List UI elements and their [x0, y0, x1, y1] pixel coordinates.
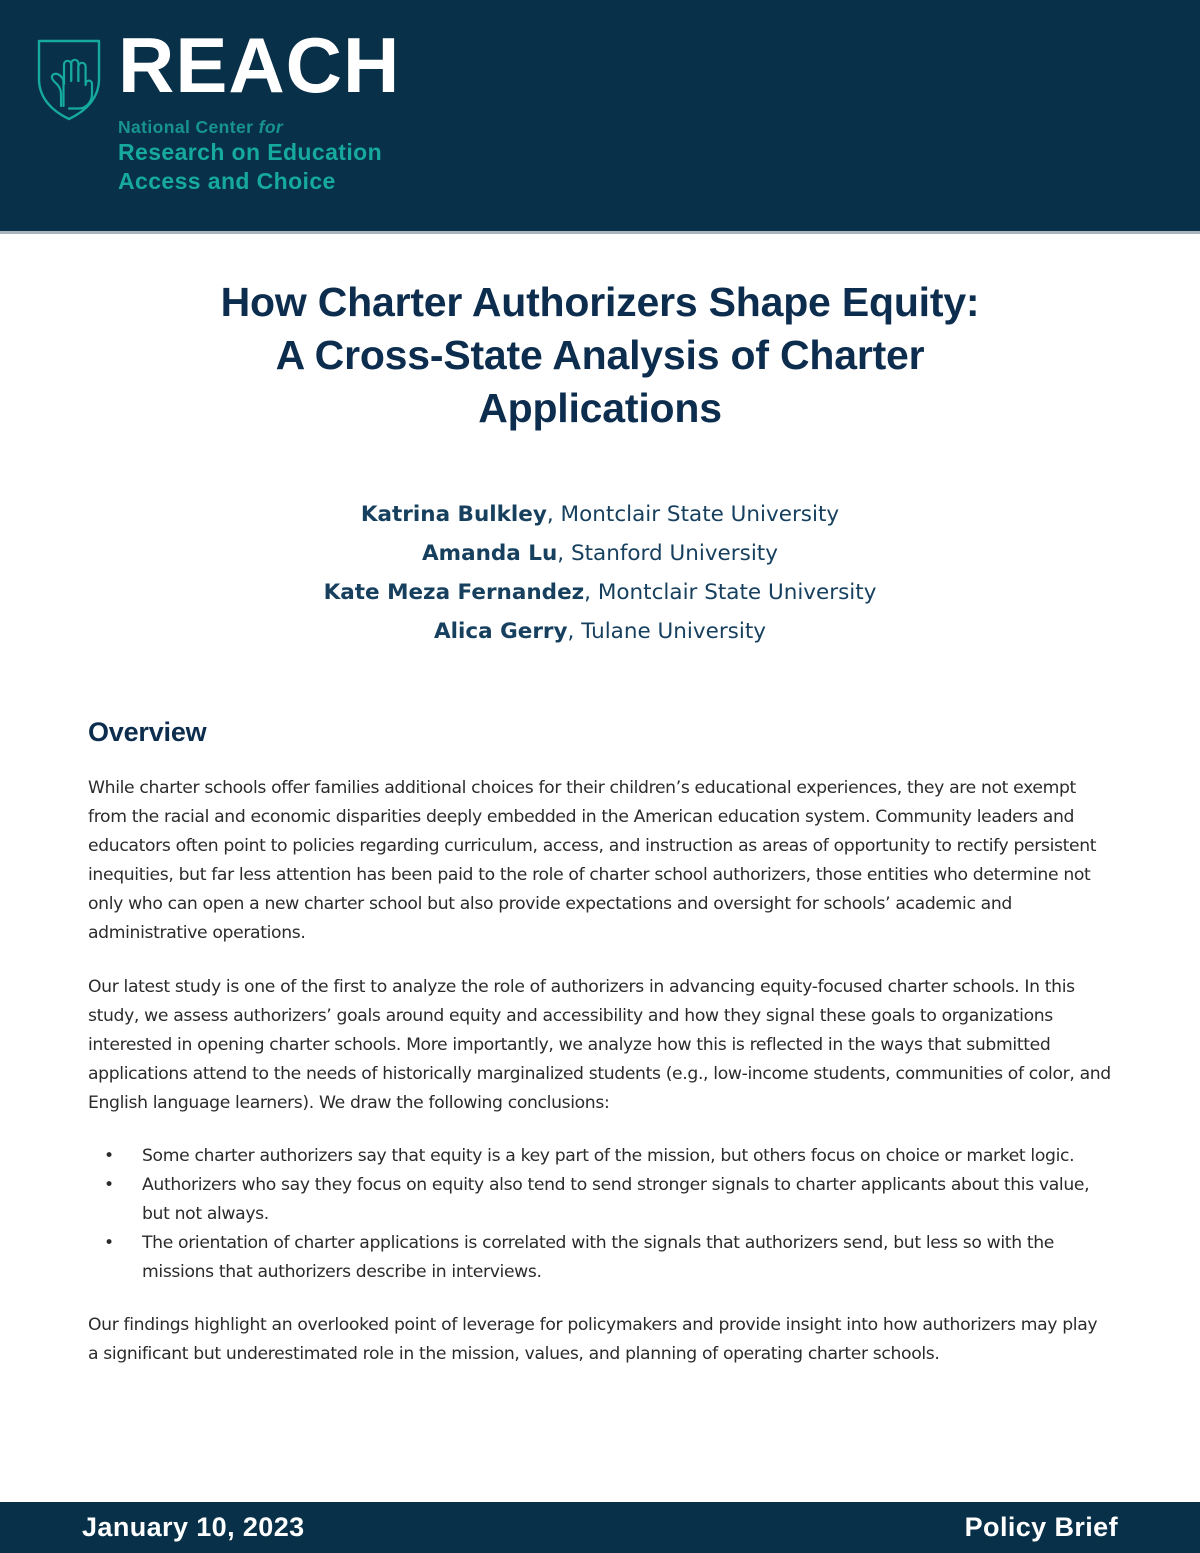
- overview-heading: Overview: [88, 717, 207, 748]
- author-row: [0, 612, 1200, 651]
- bullet-icon: •: [104, 1174, 114, 1195]
- author-row: [0, 495, 1200, 534]
- document-body: [0, 276, 1200, 1369]
- page-title-line-1: How Charter Authorizers Shape Equity:: [220, 279, 980, 325]
- author-affiliation: , Tulane University: [567, 619, 767, 644]
- overview-section: [0, 717, 1200, 1369]
- logo-subtitle: [118, 116, 400, 196]
- author-name: Amanda Lu: [422, 540, 558, 566]
- author-name: Katrina Bulkley: [360, 501, 547, 527]
- logo-subtitle-line-1: [118, 116, 400, 138]
- overview-paragraph-3: Our findings highlight an overlooked point of leverage for policymakers and provide insight into how authorizers may play a significant but underestimated role in the mission, values, and planning of operating charter schools.: [88, 1315, 1098, 1365]
- page-title: [0, 276, 1200, 435]
- author-name: Kate Meza Fernandez: [323, 579, 585, 605]
- bullet-icon: •: [104, 1145, 114, 1166]
- shield-with-hand-icon: [36, 38, 102, 122]
- footer-date: January 10, 2023: [82, 1512, 305, 1542]
- page-title-line-3: Applications: [478, 384, 722, 431]
- list-item-text: Authorizers who say they focus on equity also tend to send stronger signals to charter applicants about this value, but not always.: [142, 1174, 1090, 1224]
- footer-band: [0, 1502, 1200, 1553]
- bullet-icon: •: [104, 1233, 114, 1253]
- author-affiliation: , Stanford University: [557, 540, 778, 566]
- logo-text-block: [118, 21, 401, 196]
- page-title-line-2: A Cross-State Analysis of Charter: [275, 331, 925, 378]
- author-row: [0, 534, 1200, 573]
- author-affiliation: , Montclair State University: [584, 579, 877, 605]
- reach-wordmark: REACH: [118, 21, 401, 109]
- logo-subtitle-line-3: Access and Choice: [118, 168, 336, 195]
- author-name: Alica Gerry: [433, 619, 568, 644]
- authors-list: [0, 495, 1200, 652]
- footer-doc-type: Policy Brief: [964, 1512, 1118, 1542]
- list-item-text: The orientation of charter applications is correlated with the signals that authorizers send, but less so with the missions that authorizers describe in interviews.: [142, 1233, 1055, 1283]
- logo-subtitle-line-2: Research on Education: [118, 139, 383, 166]
- list-item: [88, 1229, 1112, 1287]
- logo-subtitle-line-1-text: National Center: [118, 117, 259, 138]
- list-item: [88, 1171, 1112, 1229]
- list-item-text: Some charter authorizers say that equity is a key part of the mission, but others focus on choice or market logic.: [142, 1145, 1075, 1166]
- logo-subtitle-for: for: [258, 117, 284, 138]
- list-item: [88, 1142, 1112, 1171]
- header-divider-rule: [0, 231, 1200, 234]
- header-band: [0, 0, 1200, 231]
- overview-paragraph-2: Our latest study is one of the first to analyze the role of authorizers in advancing equity-focused charter schools. In this study, we assess authorizers’ goals around equity and accessibility and how they signal these goals to organizations interested in opening charter schools. More importantly, we analyze how this is reflected in the ways that submitted applications attend to the needs of historically marginalized students (e.g., low-income students, communities of color, and English language learners). We draw the following conclusions:: [88, 976, 1111, 1113]
- reach-logo-lockup[interactable]: [36, 21, 401, 196]
- author-row: [0, 573, 1200, 612]
- author-affiliation: , Montclair State University: [546, 501, 840, 527]
- overview-paragraph-1: While charter schools offer families additional choices for their children’s educational experiences, they are not exempt from the racial and economic disparities deeply embedded in the American education system. Community leaders and educators often point to policies regarding curriculum, access, and instruction as areas of opportunity to rectify persistent inequities, but far less attention has been paid to the role of charter school authorizers, those entities who determine not only who can open a new charter school but also provide expectations and oversight for schools’ academic and administrative operations.: [88, 778, 1097, 944]
- conclusions-list: [88, 1142, 1112, 1287]
